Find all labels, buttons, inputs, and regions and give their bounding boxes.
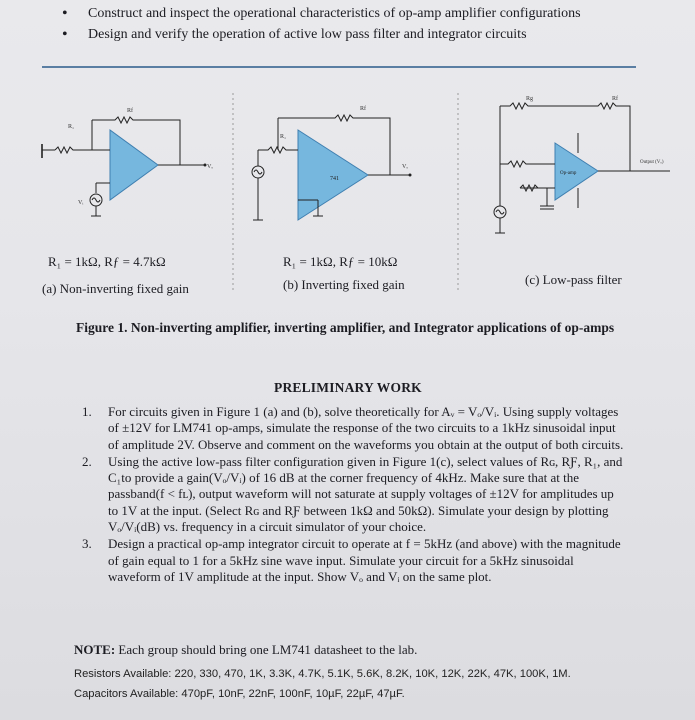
capacitors-available: Capacitors Available: 470pF, 10nF, 22nF, 100nF, 10µF, 22µF, 47µF. <box>74 688 405 700</box>
figure-c-caption: (c) Low-pass filter <box>525 272 622 287</box>
section-title: PRELIMINARY WORK <box>274 380 422 395</box>
resistors-available: Resistors Available: 220, 330, 470, 1K, 3.3K, 4.7K, 5.1K, 5.6K, 8.2K, 10K, 12K, 22K, 47K, 100K, 1M. <box>74 668 571 680</box>
opamp-c-label: Op-amp <box>560 171 577 176</box>
svg-text:Vₒ: Vₒ <box>402 164 409 170</box>
svg-text:Vₒ: Vₒ <box>207 164 214 170</box>
header-divider <box>42 66 636 68</box>
objective-1: • Construct and inspect the operational characteristics of op-amp amplifier configurations <box>62 5 581 22</box>
note-label: NOTE: <box>74 642 116 657</box>
svg-text:R₁: R₁ <box>68 124 75 130</box>
objective-2: • Design and verify the operation of active low pass filter and integrator circuits <box>62 26 527 43</box>
resistor-r1-c <box>500 106 555 167</box>
svg-text:Rg: Rg <box>526 96 534 102</box>
figure-b-values: R₁ = 1kΩ, Rƒ = 10kΩ <box>283 254 398 269</box>
note-text: Each group should bring one LM741 datasheet to the lab. <box>115 642 418 657</box>
figure-a-values: R₁ = 1kΩ, Rƒ = 4.7kΩ <box>48 254 166 269</box>
svg-text:Rf: Rf <box>360 106 366 112</box>
circuit-a <box>42 107 213 216</box>
svg-text:Rf: Rf <box>612 96 618 102</box>
svg-text:Vᵢ: Vᵢ <box>78 200 84 206</box>
figure-b-caption: (b) Inverting fixed gain <box>283 277 405 292</box>
list-item: 3. Design a practical op-amp integrator circuit to operate at f = 5kHz (and above) with the magnitude of gain equal to 1 for a 5kHz sine wave input. Simulate your circuit for a 5kHz sinusoidal waveform of 1V amplitude at the input. Show Vₒ and Vᵢ on the same plot. <box>82 536 621 584</box>
preliminary-list <box>82 404 627 586</box>
circuit-c <box>494 95 670 233</box>
svg-text:R₁: R₁ <box>280 134 287 140</box>
opamp-b-label: 741 <box>330 176 339 182</box>
svg-text:Rf: Rf <box>127 108 133 114</box>
circuit-b <box>252 105 412 220</box>
figure-a-caption: (a) Non-inverting fixed gain <box>42 281 189 296</box>
figure-caption: Figure 1. Non-inverting amplifier, inverting amplifier, and Integrator applications of op-amps <box>76 320 615 335</box>
list-item: 1. For circuits given in Figure 1 (a) and (b), solve theoretically for Aᵥ = Vₒ/Vᵢ. Using supply voltages of ±12V for LM741 op-amps, simulate the response of the two circuits to a 1kHz sinusoidal input of amplitude 2V. Observe and comment on the waveforms you obtain at the output of both circuits. <box>82 404 624 452</box>
opamp-b <box>298 130 368 220</box>
output-label-c: Output (Vₒ) <box>640 160 664 165</box>
list-item: 2. Using the active low-pass filter configuration given in Figure 1(c), select values of Rɢ, RƑ, R₁, and C₁to provide a gain(Vₒ/Vᵢ) of 16 dB at the corner frequency of 4kHz. Make sure that at the passband(f < fʟ), output waveform will not saturate at supply voltages of ±12V for amplitudes up to 1V at the input. (Select Rɢ and RƑ between 1kΩ and 50kΩ). Simulate your design by plotting Vₒ/Vᵢ(dB) vs. frequency in a circuit simulator of your choice. <box>82 453 623 535</box>
bullet-icon: • <box>62 5 68 22</box>
resistor-r1-a <box>42 147 110 153</box>
note <box>74 642 417 658</box>
bullet-icon: • <box>62 26 68 43</box>
opamp-a <box>110 130 158 200</box>
